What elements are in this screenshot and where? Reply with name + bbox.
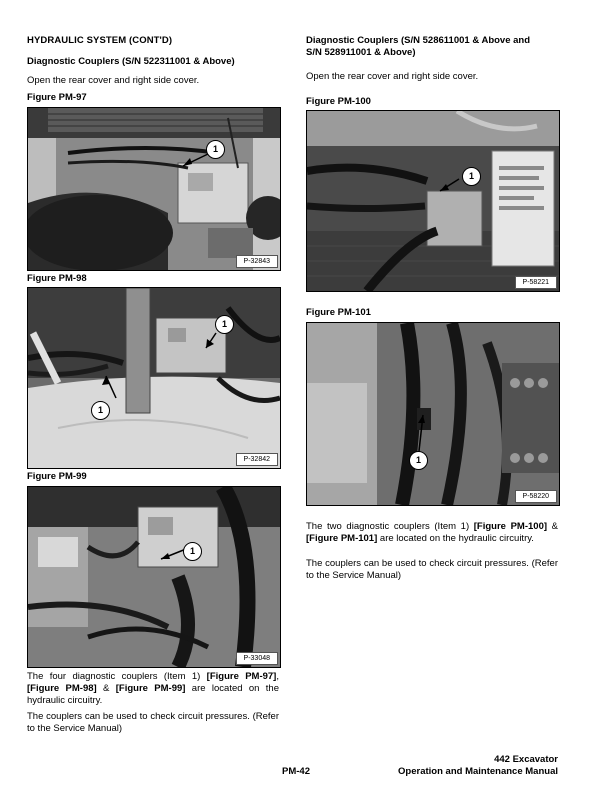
figure-ref-pm-97[interactable]: [Figure PM-97]	[206, 671, 277, 682]
callout-1: 1	[215, 315, 234, 334]
footer-page-number: PM-42	[282, 766, 310, 777]
right-paragraph-1: The two diagnostic couplers (Item 1) [Figure PM-100] & [Figure PM-101] are located on the hydraulic circuitry.	[306, 521, 559, 544]
photo-number: P-58221	[515, 276, 557, 289]
right-subtitle-line-1: Diagnostic Couplers (S/N 528611001 & Above and	[306, 35, 531, 46]
right-intro: Open the rear cover and right side cover.	[306, 71, 479, 82]
callout-1-secondary: 1	[91, 401, 110, 420]
left-paragraph-1: The four diagnostic couplers (Item 1) [Figure PM-97], [Figure PM-98] & [Figure PM-99] are located on the hydraulic circuitry.	[27, 671, 279, 706]
figure-label-pm-101: Figure PM-101	[306, 307, 371, 318]
figure-ref-pm-101[interactable]: [Figure PM-101]	[306, 533, 378, 544]
figure-label-pm-99: Figure PM-99	[27, 471, 87, 482]
control-block-illustration	[307, 111, 559, 291]
footer-manual-title: Operation and Maintenance Manual	[398, 766, 558, 777]
figure-ref-pm-100[interactable]: [Figure PM-100]	[473, 521, 548, 532]
valve-hoses-illustration	[28, 487, 280, 667]
section-title: HYDRAULIC SYSTEM (CONT'D)	[27, 35, 173, 46]
figure-label-pm-100: Figure PM-100	[306, 96, 371, 107]
figure-label-pm-98: Figure PM-98	[27, 273, 87, 284]
figure-pm-99-photo	[27, 486, 281, 668]
callout-1: 1	[409, 451, 428, 470]
callout-1: 1	[462, 167, 481, 186]
photo-number: P-32843	[236, 255, 278, 268]
engine-bay-illustration	[28, 108, 280, 270]
right-subtitle-line-2: S/N 528911001 & Above)	[306, 47, 416, 58]
figure-label-pm-97: Figure PM-97	[27, 92, 87, 103]
photo-number: P-33048	[236, 652, 278, 665]
figure-pm-101-photo	[306, 322, 560, 506]
callout-1: 1	[183, 542, 202, 561]
photo-number: P-32842	[236, 453, 278, 466]
callout-1: 1	[206, 140, 225, 159]
right-paragraph-2: The couplers can be used to check circuit pressures. (Refer to the Service Manual)	[306, 558, 558, 581]
hose-manifold-illustration	[307, 323, 559, 505]
figure-pm-97-photo	[27, 107, 281, 271]
figure-pm-100-photo	[306, 110, 560, 292]
left-intro: Open the rear cover and right side cover.	[27, 75, 200, 86]
figure-ref-pm-99[interactable]: [Figure PM-99]	[115, 683, 186, 694]
hydraulic-block-illustration	[28, 288, 280, 468]
left-subtitle: Diagnostic Couplers (S/N 522311001 & Above)	[27, 56, 235, 67]
photo-number: P-58220	[515, 490, 557, 503]
left-paragraph-2: The couplers can be used to check circuit pressures. (Refer to the Service Manual)	[27, 711, 279, 734]
footer-model: 442 Excavator	[494, 754, 558, 765]
figure-ref-pm-98[interactable]: [Figure PM-98]	[27, 683, 97, 694]
figure-pm-98-photo	[27, 287, 281, 469]
